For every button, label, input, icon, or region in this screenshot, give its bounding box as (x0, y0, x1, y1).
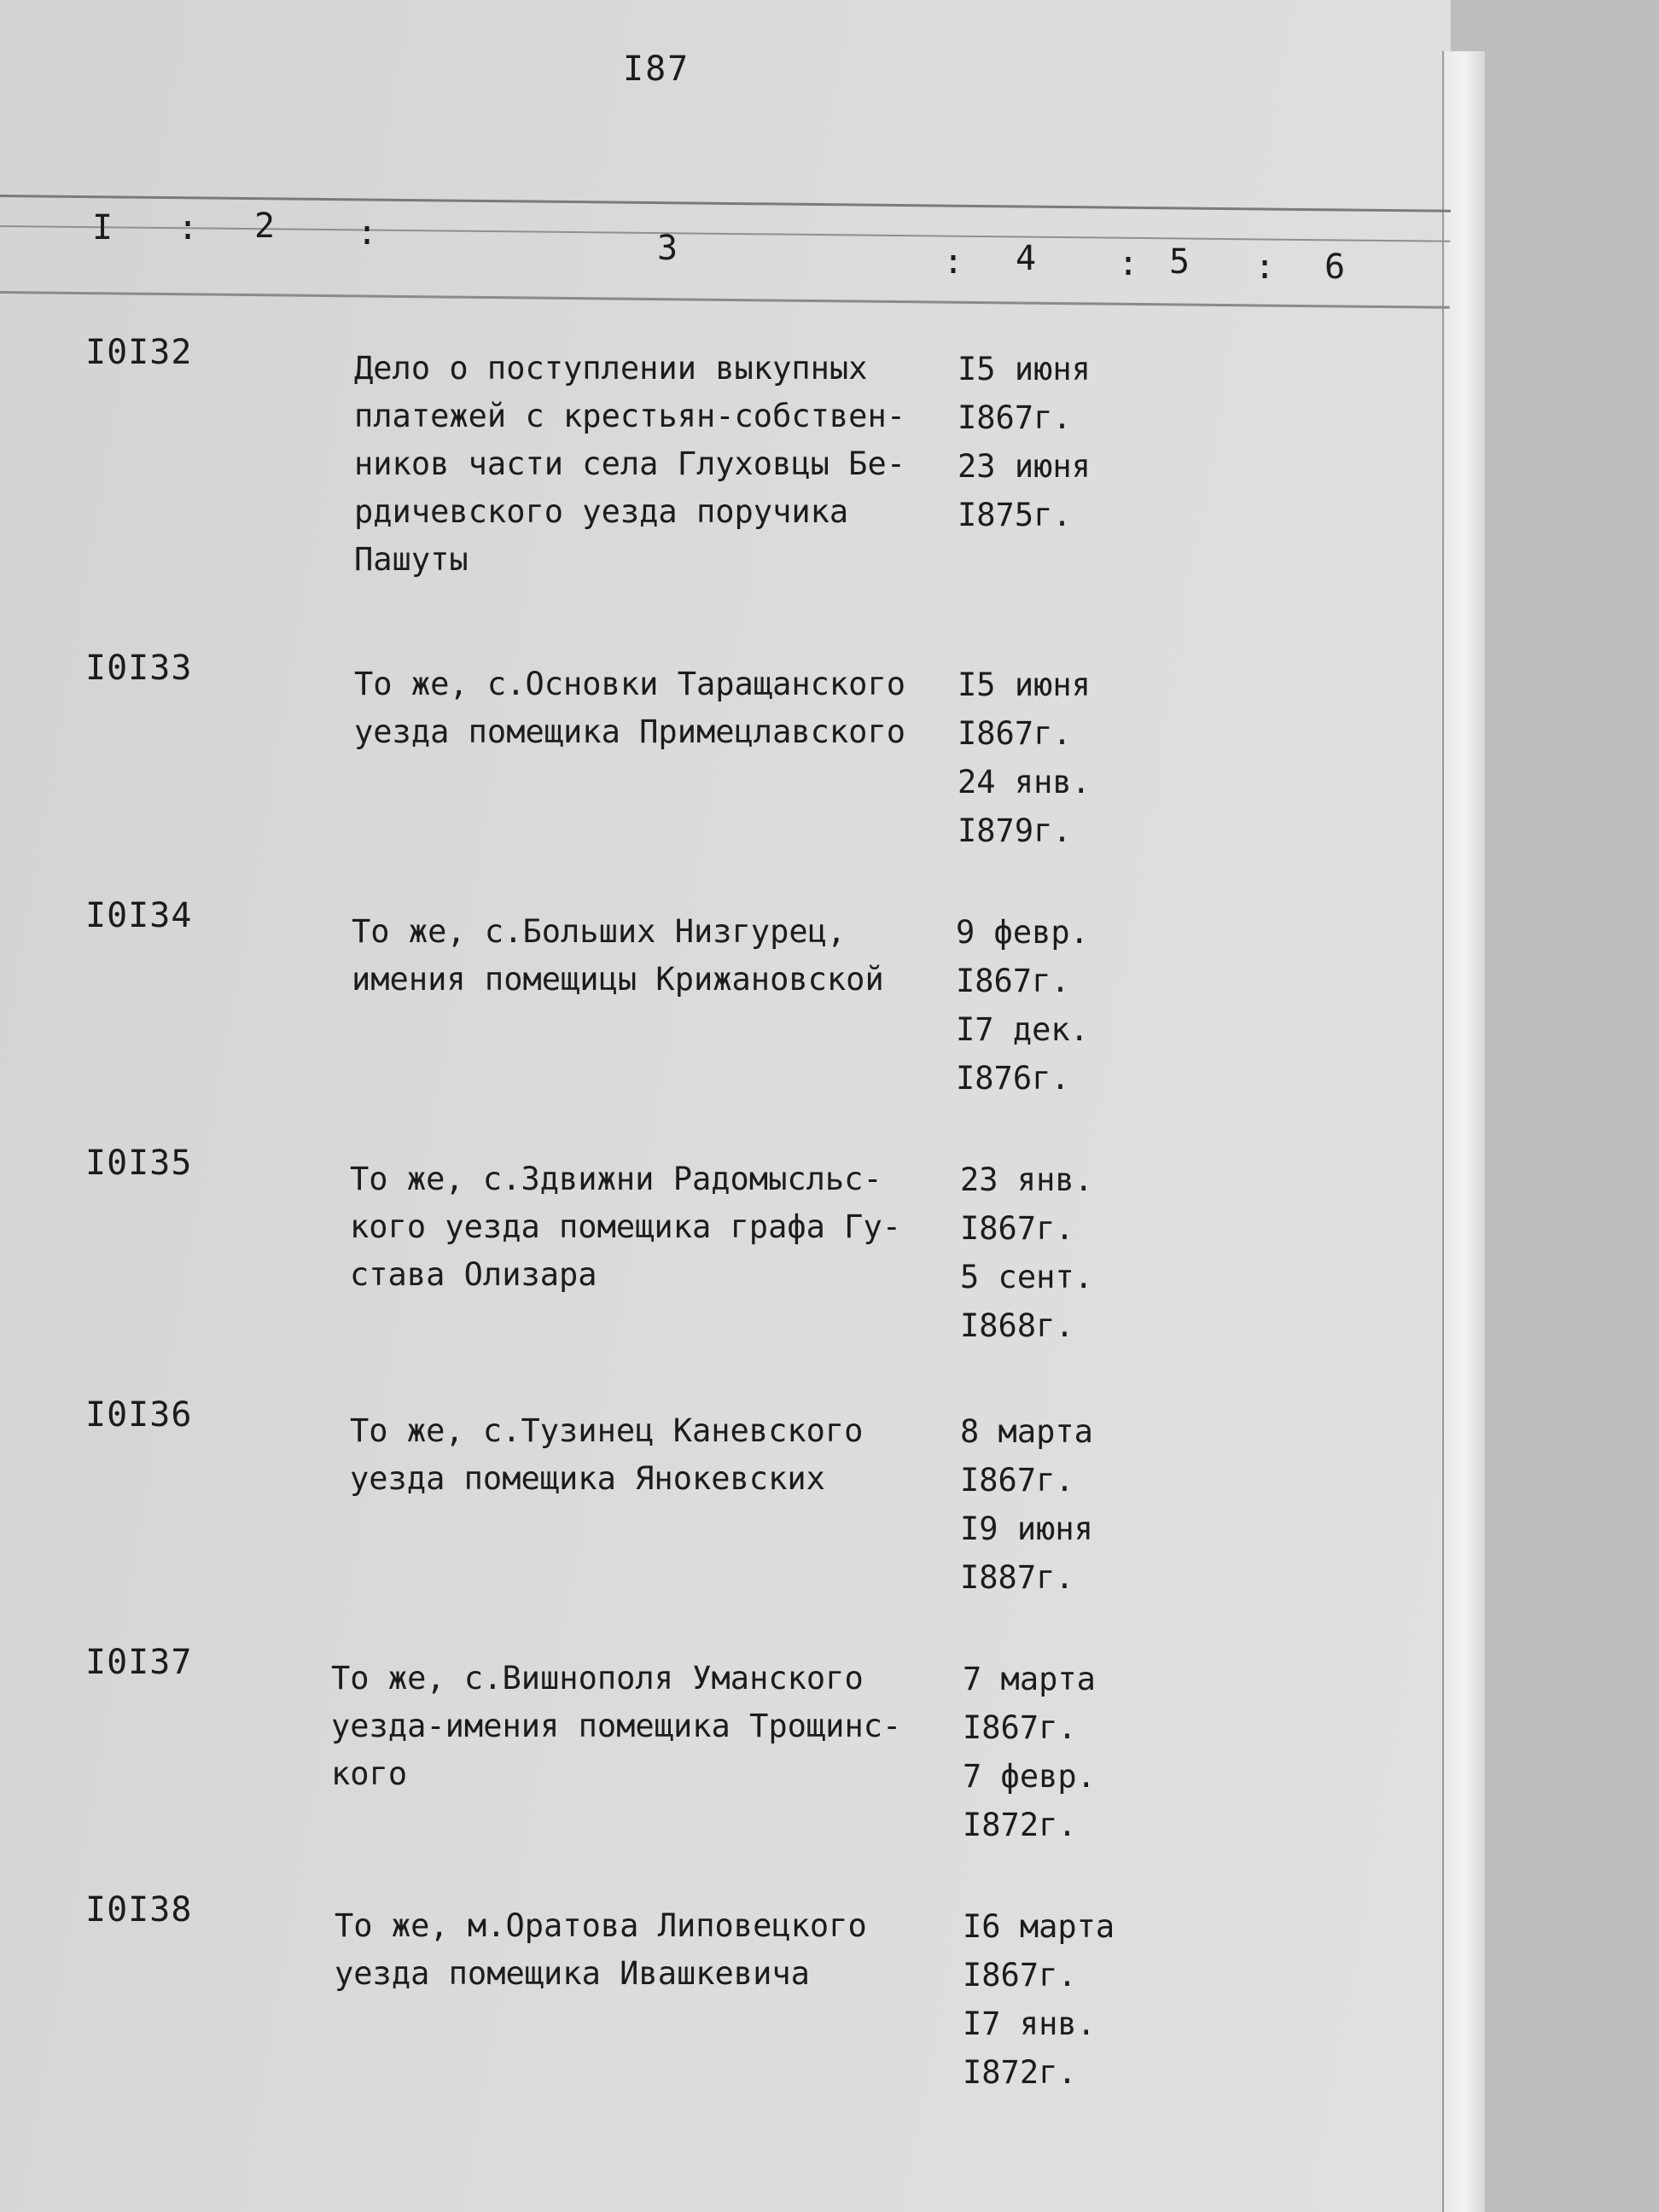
date-range (958, 345, 1091, 539)
date-line: I872г. (963, 2054, 1077, 2091)
date-range (956, 908, 1089, 1103)
date-line: I867г. (958, 715, 1072, 752)
date-range (960, 1407, 1093, 1602)
file-number: I0I34 (85, 896, 193, 935)
description-line: рдичевского уезда поручика (354, 493, 849, 530)
date-line: I872г. (963, 1807, 1077, 1843)
header-separator: : (178, 208, 199, 247)
date-line: I867г. (960, 1210, 1074, 1247)
file-number: I0I36 (85, 1395, 193, 1435)
file-description (354, 661, 969, 756)
description-line: уезда-имения помещика Трощинс- (331, 1708, 902, 1744)
description-line: То же, с.Здвижни Радомысльс- (350, 1161, 882, 1197)
date-line: I876г. (956, 1060, 1070, 1097)
header-column-I: I (92, 208, 114, 247)
page-number: I87 (623, 49, 690, 89)
description-line: То же, с.Тузинец Каневского (350, 1412, 864, 1449)
date-line: I867г. (960, 1462, 1074, 1499)
file-description (350, 1155, 964, 1299)
file-number: I0I32 (85, 333, 193, 372)
date-range (963, 1902, 1115, 2097)
date-line: I867г. (963, 1957, 1077, 1994)
date-line: 24 янв. (958, 764, 1091, 800)
page-stack-edge (1442, 51, 1485, 2212)
date-line: 23 июня (958, 448, 1091, 485)
date-line: I9 июня (960, 1511, 1093, 1547)
file-number: I0I37 (85, 1643, 193, 1682)
date-range (963, 1655, 1096, 1849)
header-separator: : (943, 242, 964, 282)
file-number: I0I33 (85, 649, 193, 688)
description-line: уезда помещика Примецлавского (354, 713, 906, 750)
date-line: I867г. (963, 1709, 1077, 1746)
file-description (350, 1407, 964, 1503)
file-description (331, 1655, 946, 1798)
file-number: I0I35 (85, 1144, 193, 1183)
description-line: платежей с крестьян-собствен- (354, 398, 906, 434)
description-line: То же, с.Основки Таращанского (354, 666, 906, 702)
header-separator: : (1118, 244, 1139, 283)
file-number: I0I38 (85, 1890, 193, 1930)
file-description (354, 345, 969, 584)
date-line: I867г. (956, 963, 1070, 999)
description-line: Дело о поступлении выкупных (354, 350, 868, 387)
date-line: I875г. (958, 497, 1072, 533)
date-line: I6 марта (963, 1908, 1115, 1945)
date-line: 8 марта (960, 1413, 1093, 1450)
header-rule (0, 225, 1451, 242)
date-line: I868г. (960, 1307, 1074, 1344)
date-line: 9 февр. (956, 914, 1089, 951)
description-line: То же, с.Больших Низгурец, (352, 913, 847, 950)
date-line: 23 янв. (960, 1161, 1093, 1198)
description-line: кого уезда помещика графа Гу- (350, 1208, 902, 1245)
description-line: уезда помещика Ивашкевича (335, 1955, 810, 1992)
date-line: I7 дек. (956, 1011, 1089, 1048)
file-description (352, 908, 966, 1004)
description-line: имения помещицы Крижановской (352, 961, 884, 998)
header-column-4: 4 (1016, 239, 1037, 278)
header-column-2: 2 (254, 207, 276, 246)
header-column-5: 5 (1169, 242, 1190, 282)
table-header-band (0, 195, 1451, 309)
description-line: То же, с.Вишнополя Уманского (331, 1660, 864, 1697)
date-range (960, 1155, 1093, 1350)
date-line: I867г. (958, 399, 1072, 436)
date-line: 5 сент. (960, 1259, 1093, 1295)
header-separator: : (357, 213, 378, 253)
date-line: I887г. (960, 1559, 1074, 1596)
header-column-3: 3 (657, 229, 678, 268)
header-separator: : (1254, 247, 1276, 287)
description-line: кого (331, 1755, 408, 1792)
description-line: Пашуты (354, 541, 469, 578)
date-line: I879г. (958, 812, 1072, 849)
description-line: уезда помещика Янокевских (350, 1460, 825, 1497)
date-range (958, 661, 1091, 855)
date-line: I5 июня (958, 351, 1091, 387)
description-line: ников части села Глуховцы Бе- (354, 445, 906, 482)
date-line: I5 июня (958, 667, 1091, 703)
date-line: I7 янв. (963, 2005, 1096, 2042)
header-column-6: 6 (1324, 247, 1346, 287)
description-line: То же, м.Оратова Липовецкого (335, 1907, 867, 1944)
date-line: 7 марта (963, 1661, 1096, 1697)
date-line: 7 февр. (963, 1758, 1096, 1795)
description-line: става Олизара (350, 1256, 597, 1293)
file-description (335, 1902, 949, 1998)
